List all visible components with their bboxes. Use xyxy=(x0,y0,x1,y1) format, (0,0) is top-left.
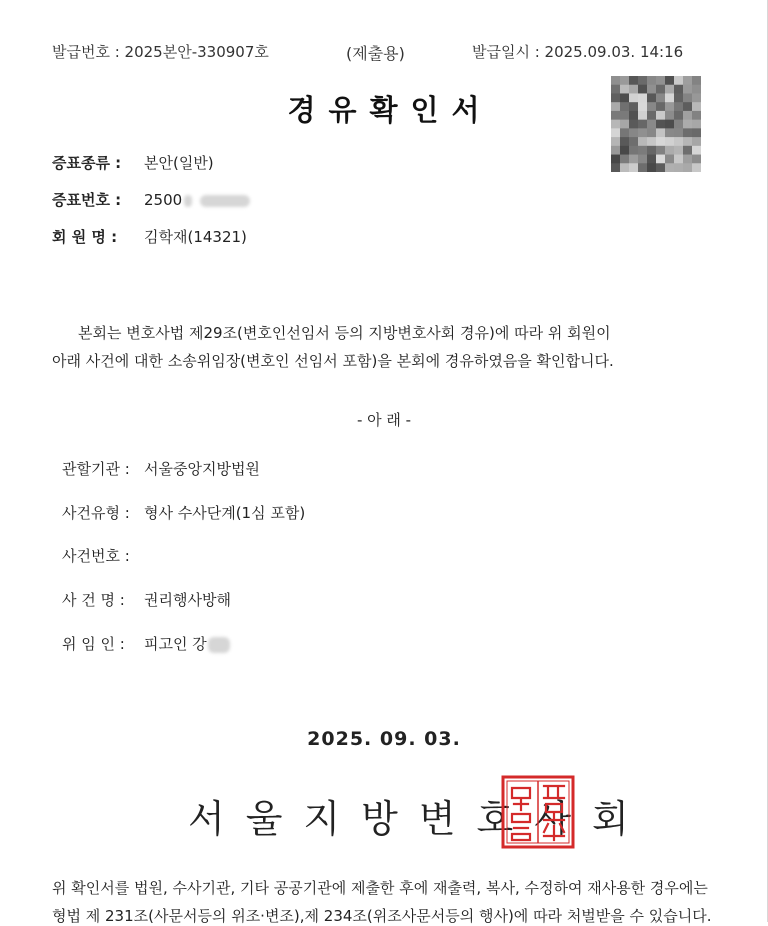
qr-pixel xyxy=(665,93,674,102)
qr-pixel xyxy=(692,76,701,85)
field-case-type xyxy=(62,502,305,523)
qr-pixel xyxy=(683,155,692,164)
qr-pixel xyxy=(611,146,620,155)
qr-pixel xyxy=(638,120,647,129)
qr-pixel xyxy=(665,120,674,129)
qr-pixel xyxy=(692,163,701,172)
qr-pixel xyxy=(674,102,683,111)
member-name-label: 회 원 명 : xyxy=(52,228,118,246)
qr-pixel xyxy=(638,128,647,137)
organization-name: 서울지방변호사회 xyxy=(188,797,650,841)
qr-pixel xyxy=(647,128,656,137)
qr-code-icon xyxy=(611,76,701,172)
voucher-type-label: 증표종류 : xyxy=(52,154,122,172)
qr-pixel xyxy=(674,137,683,146)
field-value: 서울중앙지방법원 xyxy=(144,460,260,478)
qr-pixel xyxy=(674,163,683,172)
qr-pixel xyxy=(656,155,665,164)
qr-pixel xyxy=(611,128,620,137)
qr-pixel xyxy=(674,146,683,155)
qr-pixel xyxy=(692,128,701,137)
qr-pixel xyxy=(665,155,674,164)
qr-pixel xyxy=(665,146,674,155)
qr-pixel xyxy=(629,93,638,102)
qr-pixel xyxy=(656,146,665,155)
issue-number: 발급번호 : 2025본안-330907호 xyxy=(52,43,269,61)
voucher-number-row xyxy=(52,189,250,210)
qr-pixel xyxy=(638,76,647,85)
qr-pixel xyxy=(683,102,692,111)
qr-pixel xyxy=(683,76,692,85)
qr-pixel xyxy=(611,102,620,111)
qr-pixel xyxy=(638,85,647,94)
qr-pixel xyxy=(638,102,647,111)
purpose-label: (제출용) xyxy=(346,44,405,63)
qr-pixel xyxy=(683,137,692,146)
qr-pixel xyxy=(692,146,701,155)
qr-pixel xyxy=(656,93,665,102)
qr-pixel xyxy=(683,111,692,120)
qr-pixel xyxy=(656,111,665,120)
qr-pixel xyxy=(647,137,656,146)
voucher-type-row xyxy=(52,152,214,173)
qr-pixel xyxy=(674,120,683,129)
qr-pixel xyxy=(647,102,656,111)
qr-pixel xyxy=(611,76,620,85)
member-name-row xyxy=(52,226,247,247)
notice-line-2: 형법 제 231조(사문서등의 위조·변조),제 234조(위조사문서등의 행사)에 따라 처벌받을 수 있습니다. xyxy=(52,907,712,925)
voucher-number-label: 증표번호 : xyxy=(52,191,122,209)
issue-datetime: 발급일시 : 2025.09.03. 14:16 xyxy=(472,43,684,61)
qr-pixel xyxy=(611,163,620,172)
field-label: 사건유형 : xyxy=(62,504,130,522)
qr-pixel xyxy=(620,155,629,164)
field-value: 피고인 강 xyxy=(144,635,207,653)
qr-pixel xyxy=(611,137,620,146)
qr-pixel xyxy=(638,111,647,120)
qr-pixel xyxy=(647,93,656,102)
qr-pixel xyxy=(647,76,656,85)
issue-date: 2025. 09. 03. xyxy=(307,728,461,750)
official-seal-icon xyxy=(500,774,576,850)
qr-pixel xyxy=(683,93,692,102)
qr-pixel xyxy=(683,163,692,172)
qr-pixel xyxy=(692,85,701,94)
qr-pixel xyxy=(656,102,665,111)
qr-pixel xyxy=(665,163,674,172)
qr-pixel xyxy=(665,111,674,120)
qr-pixel xyxy=(629,85,638,94)
below-heading: - 아 래 - xyxy=(356,411,412,429)
qr-pixel xyxy=(674,85,683,94)
qr-pixel xyxy=(620,128,629,137)
qr-pixel xyxy=(692,111,701,120)
qr-pixel xyxy=(692,155,701,164)
qr-pixel xyxy=(656,120,665,129)
qr-pixel xyxy=(620,163,629,172)
qr-pixel xyxy=(683,120,692,129)
qr-pixel xyxy=(620,120,629,129)
body-line-1: 본회는 변호사법 제29조(변호인선임서 등의 지방변호사회 경유)에 따라 위 회원이 xyxy=(78,324,611,342)
qr-pixel xyxy=(665,137,674,146)
qr-pixel xyxy=(611,85,620,94)
field-value: 권리행사방해 xyxy=(144,591,231,609)
qr-pixel xyxy=(620,76,629,85)
qr-pixel xyxy=(638,155,647,164)
qr-pixel xyxy=(656,163,665,172)
qr-pixel xyxy=(629,163,638,172)
qr-pixel xyxy=(692,93,701,102)
qr-pixel xyxy=(665,85,674,94)
qr-pixel xyxy=(620,111,629,120)
qr-pixel xyxy=(674,128,683,137)
member-name-value: 김학재(14321) xyxy=(144,228,247,246)
field-label: 관할기관 : xyxy=(62,460,130,478)
qr-pixel xyxy=(629,155,638,164)
qr-pixel xyxy=(656,85,665,94)
qr-pixel xyxy=(647,146,656,155)
qr-pixel xyxy=(611,120,620,129)
qr-pixel xyxy=(629,146,638,155)
qr-pixel xyxy=(638,93,647,102)
qr-pixel xyxy=(611,155,620,164)
qr-pixel xyxy=(620,93,629,102)
qr-pixel xyxy=(674,93,683,102)
notice-line-1: 위 확인서를 법원, 수사기관, 기타 공공기관에 제출한 후에 재출력, 복사, 수정하여 재사용한 경우에는 xyxy=(52,879,708,897)
field-court xyxy=(62,458,260,479)
qr-pixel xyxy=(629,128,638,137)
qr-pixel xyxy=(683,128,692,137)
voucher-type-value: 본안(일반) xyxy=(144,154,214,172)
qr-pixel xyxy=(692,120,701,129)
qr-pixel xyxy=(674,111,683,120)
redaction-blur xyxy=(200,195,250,207)
redaction-blur xyxy=(208,637,230,653)
qr-pixel xyxy=(683,146,692,155)
qr-pixel xyxy=(620,85,629,94)
field-case-number xyxy=(62,545,144,566)
qr-pixel xyxy=(629,102,638,111)
qr-pixel xyxy=(665,76,674,85)
qr-pixel xyxy=(674,155,683,164)
qr-pixel xyxy=(674,76,683,85)
qr-pixel xyxy=(647,163,656,172)
field-label: 위 임 인 : xyxy=(62,635,125,653)
qr-pixel xyxy=(611,111,620,120)
qr-pixel xyxy=(692,137,701,146)
qr-pixel xyxy=(629,120,638,129)
qr-pixel xyxy=(638,146,647,155)
redaction-blur xyxy=(184,195,192,207)
document-title: 경유확인서 xyxy=(287,93,493,127)
qr-pixel xyxy=(665,102,674,111)
qr-pixel xyxy=(647,120,656,129)
qr-pixel xyxy=(638,163,647,172)
qr-pixel xyxy=(620,146,629,155)
field-client xyxy=(62,633,230,654)
qr-pixel xyxy=(665,128,674,137)
qr-pixel xyxy=(656,128,665,137)
qr-pixel xyxy=(647,155,656,164)
body-line-2: 아래 사건에 대한 소송위임장(변호인 선임서 포함)을 본회에 경유하였음을 확인합니다. xyxy=(52,352,614,370)
field-value: 형사 수사단계(1심 포함) xyxy=(144,504,306,522)
qr-pixel xyxy=(656,76,665,85)
qr-pixel xyxy=(683,85,692,94)
qr-pixel xyxy=(620,137,629,146)
qr-pixel xyxy=(620,102,629,111)
field-label: 사 건 명 : xyxy=(62,591,125,609)
field-case-name xyxy=(62,589,231,610)
qr-pixel xyxy=(629,111,638,120)
qr-pixel xyxy=(656,137,665,146)
qr-pixel xyxy=(629,76,638,85)
voucher-number-value: 2500 xyxy=(144,191,183,209)
qr-pixel xyxy=(647,111,656,120)
field-label: 사건번호 : xyxy=(62,547,130,565)
qr-pixel xyxy=(647,85,656,94)
qr-pixel xyxy=(629,137,638,146)
qr-pixel xyxy=(611,93,620,102)
qr-pixel xyxy=(638,137,647,146)
qr-pixel xyxy=(692,102,701,111)
